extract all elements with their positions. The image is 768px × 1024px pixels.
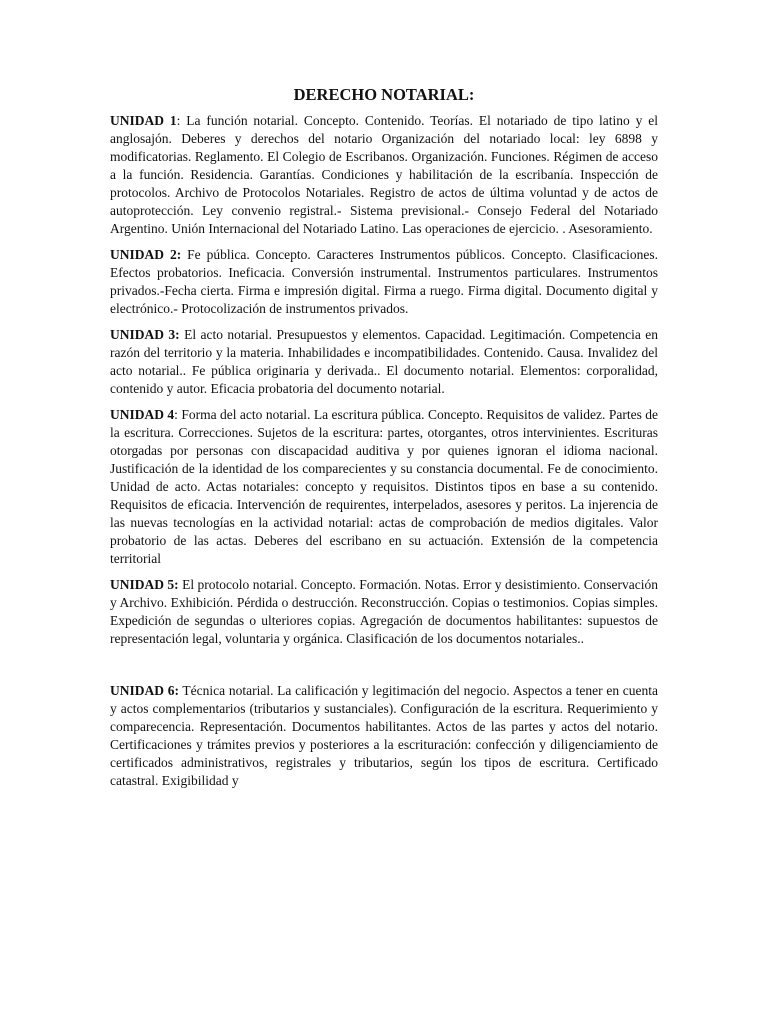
unit-6-text: Técnica notarial. La calificación y legitimación del negocio. Aspectos a tener en cuenta y actos complementarios (tributarios y sustanciales). Configuración de la escritura. Requerimiento y comparecencia. Representación. Documentos habilitantes. Actos de las partes y actos del notario. Certificaciones y trámites previos y posteriores a la escrituración: confección y diligenciamiento de certificados administrativos, registrales y tributarios, según los tipos de escritura. Certificado catastral. Exigibilidad y (110, 683, 659, 788)
unit-2-heading: UNIDAD 2: (110, 247, 182, 262)
unit-5-text: El protocolo notarial. Concepto. Formación. Notas. Error y desistimiento. Conservación y Archivo. Exhibición. Pérdida o destrucción. Reconstrucción. Copias o testimonios. Copias simples. Expedición de segundas o ulteriores copias. Agregación de documentos habilitantes: supuestos de representación legal, voluntaria y orgánica. Clasificación de los documentos notariales.. (110, 577, 659, 646)
document-title: DERECHO NOTARIAL: (293, 85, 475, 104)
unit-4-heading: UNIDAD 4 (110, 407, 175, 422)
unit-3-text: El acto notarial. Presupuestos y elementos. Capacidad. Legitimación. Competencia en razón del territorio y la materia. Inhabilidades e incompatibilidades. Contenido. Causa. Invalidez del acto notarial.. Fe pública originaria y derivada.. El documento notarial. Elementos: corporalidad, contenido y autor. Eficacia probatoria del documento notarial. (110, 327, 658, 396)
unit-5-heading: UNIDAD 5: (110, 577, 179, 592)
unit-4-paragraph (110, 406, 658, 568)
unit-5-paragraph (110, 576, 658, 648)
unit-1-text: : La función notarial. Concepto. Contenido. Teorías. El notariado de tipo latino y el anglosajón. Deberes y derechos del notario Organización del notariado local: ley 6898 y modificatorias. Reglamento. El Colegio de Escribanos. Organización. Funciones. Régimen de acceso a la función. Residencia. Garantías. Condiciones y habilitación de la escribanía. Inspección de protocolos. Archivo de Protocolos Notariales. Registro de actos de última voluntad y de actos de autoprotección. Ley convenio registral.- Sistema previsional.- Consejo Federal del Notariado Argentino. Unión Internacional del Notariado Latino. Las operaciones de ejercicio. . Asesoramiento. (110, 113, 659, 236)
unit-6-heading: UNIDAD 6: (110, 683, 179, 698)
unit-2-paragraph (110, 246, 658, 318)
unit-1-heading: UNIDAD 1 (110, 113, 177, 128)
unit-1-paragraph (110, 112, 658, 238)
unit-3-paragraph (110, 326, 658, 398)
document-body (110, 84, 658, 798)
unit-2-text: Fe pública. Concepto. Caracteres Instrumentos públicos. Concepto. Clasificaciones. Efectos probatorios. Ineficacia. Conversión instrumental. Instrumentos particulares. Instrumentos privados.-Fecha cierta. Firma e impresión digital. Firma a ruego. Firma digital. Documento digital y electrónico.- Protocolización de instrumentos privados. (110, 247, 659, 316)
unit-6-paragraph (110, 682, 658, 790)
unit-3-heading: UNIDAD 3: (110, 327, 180, 342)
unit-4-text: : Forma del acto notarial. La escritura pública. Concepto. Requisitos de validez. Partes de la escritura. Correcciones. Sujetos de la escritura: partes, otorgantes, otros intervinientes. Escrituras otorgadas por personas con discapacidad auditiva y por quienes ignoran el idioma nacional. Justificación de la identidad de los comparecientes y su constancia documental. Fe de conocimiento. Unidad de acto. Actas notariales: concepto y requisitos. Distintos tipos en base a su contenido. Requisitos de eficacia. Intervención de requirentes, interpelados, asesores y peritos. La injerencia de las nuevas tecnologías en la actividad notarial: actas de comprobación de medios digitales. Valor probatorio de las actas. Deberes del escribano en su actuación. Extensión de la competencia territorial (110, 407, 658, 566)
